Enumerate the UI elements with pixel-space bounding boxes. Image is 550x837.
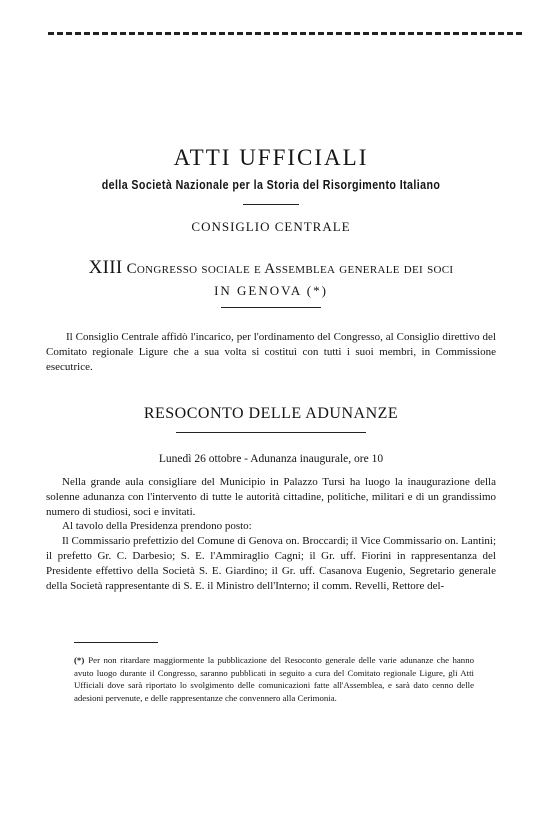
congress-title: Congresso sociale e Assemblea generale dei soci bbox=[126, 261, 454, 277]
footnote-mark: (*) bbox=[74, 655, 85, 665]
section-title: RESOCONTO DELLE ADUNANZE bbox=[143, 405, 399, 422]
body-paragraph-3: Il Commissario prefettizio del Comune di Genova on. Broccardi; il Vice Commissario on. Lantini; il prefetto Gr. C. Darbesio; S. E. l'Ammiraglio Cagni; il Gr. uff. Fiorini in rappresentanza del Presidente effettivo della Società S. E. Giardino; il Gr. uff. Casanova Eugenio, Segretario generale della Società rappresentante di S. E. il Ministro dell'Interno; il comm. Revelli, Rettore del- bbox=[46, 535, 496, 592]
top-dotted-rule bbox=[48, 32, 522, 35]
council-heading: CONSIGLIO CENTRALE bbox=[191, 219, 351, 234]
body-paragraph-2: Al tavolo della Presidenza prendono posto: bbox=[62, 520, 252, 533]
session-heading: Lunedì 26 ottobre - Adunanza inaugurale, ore 10 bbox=[158, 453, 384, 465]
congress-heading bbox=[46, 257, 496, 279]
page-title: ATTI UFFICIALI bbox=[173, 145, 369, 170]
footnote-divider bbox=[74, 642, 158, 643]
page-content bbox=[46, 145, 496, 593]
title-divider bbox=[243, 204, 299, 205]
congress-divider bbox=[221, 307, 321, 308]
congress-location: IN GENOVA (*) bbox=[214, 283, 328, 298]
body-paragraph-1: Nella grande aula consigliare del Municipio in Palazzo Tursi ha luogo la inaugurazione della solenne adunanza con l'intervento di tutte le autorità cittadine, politiche, militari e di un grandissimo numero di studiosi, soci e invitati. bbox=[46, 476, 496, 518]
footnote bbox=[74, 654, 474, 704]
intro-paragraph: Il Consiglio Centrale affidò l'incarico, per l'ordinamento del Congresso, al Consiglio direttivo del Comitato regionale Ligure che a sua volta si costituì con tutti i suoi membri, in Commissione esecutrice. bbox=[46, 331, 496, 373]
section-divider bbox=[176, 432, 366, 433]
footnote-text: Per non ritardare maggiormente la pubblicazione del Resoconto generale delle varie adunanze che hanno avuto luogo durante il Congresso, saranno pubblicati in seguito a cura del Comitato regionale Ligure, gli Atti Ufficiali dove sarà riportato lo svolgimento delle comunicazioni fatte all'Assemblea, e sarà dato cenno delle adesioni pervenute, e delle rappresentanze che convennero alla Cerimonia. bbox=[74, 655, 474, 703]
congress-number: XIII bbox=[88, 257, 123, 278]
page-subtitle: della Società Nazionale per la Storia del Risorgimento Italiano bbox=[101, 177, 441, 192]
